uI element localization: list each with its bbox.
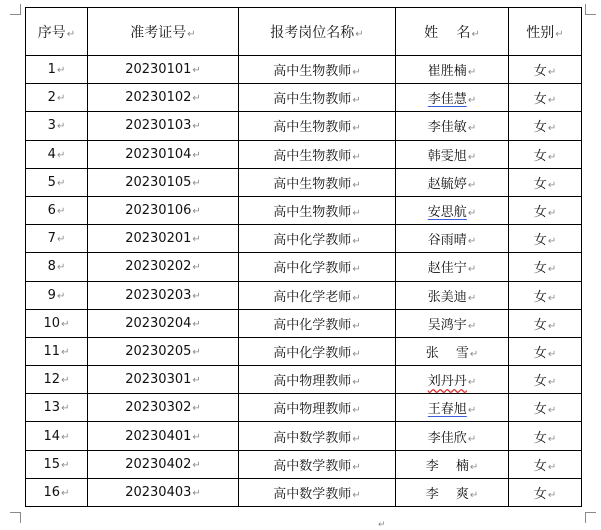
cell-text: 20230106 <box>125 203 192 219</box>
cell-end-mark: ↵ <box>192 206 201 218</box>
cell-text: 20230102 <box>125 90 192 106</box>
cell-position[interactable] <box>239 309 396 337</box>
cell-index[interactable] <box>26 56 88 84</box>
cell-text: 13 <box>43 400 61 416</box>
cell-text: 谷雨晴 <box>427 233 467 249</box>
cell-index[interactable] <box>26 366 88 394</box>
cell-index[interactable] <box>26 196 88 224</box>
cell-end-mark: ↵ <box>352 377 361 389</box>
cell-text: 女 <box>533 486 547 502</box>
cell-gender[interactable] <box>509 84 582 112</box>
cell-gender[interactable] <box>509 225 582 253</box>
cell-end-mark: ↵ <box>61 318 70 330</box>
cell-position[interactable] <box>239 196 396 224</box>
cell-text: 1 <box>47 62 56 78</box>
table-row <box>26 112 582 140</box>
cell-text: 安思航 <box>427 205 467 221</box>
cell-end-mark: ↵ <box>352 405 361 417</box>
cell-end-mark: ↵ <box>467 95 477 107</box>
cell-name[interactable] <box>396 168 509 196</box>
table-row <box>26 84 582 112</box>
cell-index[interactable] <box>26 253 88 281</box>
cell-end-mark: ↵ <box>547 67 557 79</box>
cell-text: 3 <box>47 118 56 134</box>
table-header-row <box>26 8 582 56</box>
cell-gender[interactable] <box>509 309 582 337</box>
cell-gender[interactable] <box>509 56 582 84</box>
cell-name[interactable] <box>396 450 509 478</box>
cell-gender[interactable] <box>509 196 582 224</box>
cell-end-mark: ↵ <box>352 123 361 135</box>
cell-end-mark: ↵ <box>352 461 361 473</box>
cell-end-mark: ↵ <box>192 177 201 189</box>
page-margin-corner-bottom-left <box>10 512 21 523</box>
cell-text: 高中生物教师 <box>273 120 352 136</box>
cell-text: 女 <box>533 345 547 361</box>
cell-end-mark: ↵ <box>352 95 361 107</box>
cell-text: 赵毓婷 <box>427 176 467 192</box>
cell-text: 10 <box>43 315 61 331</box>
cell-end-mark: ↵ <box>467 151 477 163</box>
cell-text: 20230205 <box>125 343 192 359</box>
cell-end-mark: ↵ <box>61 487 70 499</box>
cell-text: 20230101 <box>125 62 192 78</box>
page-margin-corner-top-right <box>585 4 596 15</box>
cell-end-mark: ↵ <box>352 151 361 163</box>
table-row <box>26 366 582 394</box>
cell-end-mark: ↵ <box>56 290 66 302</box>
cell-end-mark: ↵ <box>547 179 557 191</box>
cell-end-mark: ↵ <box>469 489 479 501</box>
header-cell-gender[interactable]: 性别↵ <box>509 8 582 56</box>
cell-text: 女 <box>533 176 547 192</box>
cell-exam-number[interactable] <box>88 337 239 365</box>
cell-end-mark: ↵ <box>192 290 201 302</box>
cell-end-mark: ↵ <box>352 320 361 332</box>
table-row <box>26 450 582 478</box>
cell-text: 女 <box>533 120 547 136</box>
cell-text: 李佳慧 <box>427 92 467 108</box>
cell-end-mark: ↵ <box>547 348 557 360</box>
cell-index[interactable] <box>26 450 88 478</box>
cell-end-mark: ↵ <box>352 208 361 220</box>
cell-name[interactable] <box>396 281 509 309</box>
cell-end-mark: ↵ <box>61 431 70 443</box>
table-row <box>26 422 582 450</box>
cell-text: 李 楠 <box>425 458 469 474</box>
cell-end-mark: ↵ <box>547 377 557 389</box>
cell-end-mark: ↵ <box>547 292 557 304</box>
cell-name[interactable] <box>396 366 509 394</box>
cell-text: 吴鸿宇 <box>427 317 467 333</box>
cell-end-mark: ↵ <box>56 65 66 77</box>
cell-exam-number[interactable] <box>88 56 239 84</box>
cell-text: 高中化学教师 <box>273 261 352 277</box>
cell-end-mark: ↵ <box>469 348 479 360</box>
candidate-table <box>25 7 582 507</box>
cell-gender[interactable] <box>509 281 582 309</box>
cell-text: 20230402 <box>125 456 192 472</box>
cell-text: 高中物理教师 <box>273 402 352 418</box>
cell-end-mark: ↵ <box>192 149 201 161</box>
table-row <box>26 253 582 281</box>
table-row <box>26 140 582 168</box>
cell-index[interactable] <box>26 225 88 253</box>
cell-position[interactable] <box>239 56 396 84</box>
table-row <box>26 168 582 196</box>
cell-text: 女 <box>533 458 547 474</box>
cell-end-mark: ↵ <box>192 487 201 499</box>
cell-position[interactable] <box>239 394 396 422</box>
cell-end-mark: ↵ <box>61 459 70 471</box>
cell-text: 20230104 <box>125 146 192 162</box>
cell-exam-number[interactable] <box>88 253 239 281</box>
cell-end-mark: ↵ <box>547 433 557 445</box>
cell-name[interactable] <box>396 225 509 253</box>
cell-text: 6 <box>47 203 56 219</box>
cell-position[interactable] <box>239 112 396 140</box>
cell-exam-number[interactable] <box>88 196 239 224</box>
cell-name[interactable] <box>396 422 509 450</box>
cell-index[interactable] <box>26 140 88 168</box>
cell-text: 女 <box>533 374 547 390</box>
cell-exam-number[interactable] <box>88 225 239 253</box>
cell-text: 12 <box>43 372 61 388</box>
cell-gender[interactable] <box>509 112 582 140</box>
cell-end-mark: ↵ <box>56 234 66 246</box>
cell-text: 高中物理教师 <box>273 374 352 390</box>
cell-end-mark: ↵ <box>467 67 477 79</box>
table-row <box>26 337 582 365</box>
cell-text: 女 <box>533 92 547 108</box>
cell-text: 20230302 <box>125 400 192 416</box>
cell-exam-number[interactable] <box>88 84 239 112</box>
cell-gender[interactable] <box>509 478 582 506</box>
cell-text: 14 <box>43 428 61 444</box>
cell-text: 7 <box>47 231 56 247</box>
cell-end-mark: ↵ <box>467 264 477 276</box>
cell-exam-number[interactable] <box>88 168 239 196</box>
cell-text: 李佳欣 <box>427 430 467 446</box>
cell-text: 4 <box>47 146 56 162</box>
cell-end-mark: ↵ <box>352 179 361 191</box>
table-row <box>26 56 582 84</box>
cell-text: 20230201 <box>125 231 192 247</box>
cell-end-mark: ↵ <box>547 236 557 248</box>
cell-gender[interactable] <box>509 450 582 478</box>
cell-end-mark: ↵ <box>547 151 557 163</box>
cell-text: 李佳敏 <box>427 120 467 136</box>
cell-end-mark: ↵ <box>61 346 70 358</box>
cell-text: 女 <box>533 261 547 277</box>
cell-gender[interactable] <box>509 422 582 450</box>
cell-end-mark: ↵ <box>56 262 66 274</box>
cell-text: 16 <box>43 484 61 500</box>
cell-exam-number[interactable] <box>88 422 239 450</box>
cell-end-mark: ↵ <box>547 208 557 220</box>
cell-position[interactable] <box>239 478 396 506</box>
cell-name[interactable] <box>396 112 509 140</box>
cell-index[interactable] <box>26 168 88 196</box>
cell-end-mark: ↵ <box>192 346 201 358</box>
cell-text: 9 <box>47 287 56 303</box>
cell-name[interactable] <box>396 478 509 506</box>
cell-name[interactable] <box>396 394 509 422</box>
cell-text: 李 爽 <box>425 486 469 502</box>
cell-end-mark: ↵ <box>469 461 479 473</box>
cell-end-mark: ↵ <box>192 459 201 471</box>
cell-end-mark: ↵ <box>467 405 477 417</box>
cell-exam-number[interactable] <box>88 366 239 394</box>
cell-end-mark: ↵ <box>192 93 201 105</box>
cell-text: 高中化学老师 <box>273 289 352 305</box>
cell-end-mark: ↵ <box>467 123 477 135</box>
cell-text: 女 <box>533 233 547 249</box>
cell-end-mark: ↵ <box>192 318 201 330</box>
cell-position[interactable] <box>239 281 396 309</box>
cell-name[interactable] <box>396 253 509 281</box>
cell-text: 崔胜楠 <box>427 64 467 80</box>
cell-text: 20230401 <box>125 428 192 444</box>
cell-gender[interactable] <box>509 394 582 422</box>
cell-text: 高中化学教师 <box>273 345 352 361</box>
cell-text: 11 <box>43 343 61 359</box>
cell-name[interactable] <box>396 56 509 84</box>
cell-exam-number[interactable] <box>88 450 239 478</box>
cell-end-mark: ↵ <box>56 206 66 218</box>
cell-exam-number[interactable] <box>88 281 239 309</box>
table-row <box>26 309 582 337</box>
cell-end-mark: ↵ <box>192 403 201 415</box>
cell-text: 刘丹丹 <box>427 374 467 390</box>
cell-end-mark: ↵ <box>192 121 201 133</box>
cell-index[interactable] <box>26 84 88 112</box>
table-row <box>26 225 582 253</box>
cell-text: 高中生物教师 <box>273 92 352 108</box>
cell-end-mark: ↵ <box>192 65 201 77</box>
cell-index[interactable] <box>26 422 88 450</box>
cell-end-mark: ↵ <box>467 377 477 389</box>
cell-end-mark: ↵ <box>352 348 361 360</box>
table-row <box>26 281 582 309</box>
cell-end-mark: ↵ <box>547 489 557 501</box>
cell-end-mark: ↵ <box>547 405 557 417</box>
cell-text: 高中数学教师 <box>273 458 352 474</box>
table-row <box>26 394 582 422</box>
cell-index[interactable] <box>26 394 88 422</box>
cell-end-mark: ↵ <box>192 431 201 443</box>
cell-end-mark: ↵ <box>467 179 477 191</box>
cell-index[interactable] <box>26 478 88 506</box>
cell-position[interactable] <box>239 225 396 253</box>
cell-end-mark: ↵ <box>547 461 557 473</box>
cell-text: 15 <box>43 456 61 472</box>
cell-end-mark: ↵ <box>467 236 477 248</box>
cell-text: 20230202 <box>125 259 192 275</box>
cell-text: 女 <box>533 289 547 305</box>
cell-end-mark: ↵ <box>56 149 66 161</box>
cell-text: 高中生物教师 <box>273 64 352 80</box>
cell-exam-number[interactable] <box>88 140 239 168</box>
cell-end-mark: ↵ <box>192 234 201 246</box>
cell-text: 高中生物教师 <box>273 176 352 192</box>
cell-text: 20230301 <box>125 372 192 388</box>
cell-position[interactable] <box>239 168 396 196</box>
cell-end-mark: ↵ <box>192 262 201 274</box>
cell-exam-number[interactable] <box>88 112 239 140</box>
cell-text: 8 <box>47 259 56 275</box>
cell-index[interactable] <box>26 337 88 365</box>
cell-text: 王春旭 <box>427 402 467 418</box>
cell-gender[interactable] <box>509 366 582 394</box>
cell-position[interactable] <box>239 450 396 478</box>
cell-text: 高中生物教师 <box>273 205 352 221</box>
cell-end-mark: ↵ <box>192 375 201 387</box>
cell-text: 高中化学教师 <box>273 317 352 333</box>
cell-end-mark: ↵ <box>56 93 66 105</box>
cell-gender[interactable] <box>509 140 582 168</box>
cell-gender[interactable] <box>509 168 582 196</box>
cell-end-mark: ↵ <box>61 403 70 415</box>
cell-text: 张 雪 <box>425 345 469 361</box>
cell-name[interactable] <box>396 196 509 224</box>
cell-end-mark: ↵ <box>467 208 477 220</box>
header-cell-exam-number[interactable]: 准考证号↵ <box>88 8 239 56</box>
cell-gender[interactable] <box>509 253 582 281</box>
cell-text: 女 <box>533 430 547 446</box>
trailing-paragraph-mark: ↵ <box>378 520 386 530</box>
cell-name[interactable] <box>396 337 509 365</box>
cell-end-mark: ↵ <box>352 489 361 501</box>
cell-text: 女 <box>533 317 547 333</box>
cell-text: 高中生物教师 <box>273 148 352 164</box>
cell-index[interactable] <box>26 112 88 140</box>
cell-end-mark: ↵ <box>352 236 361 248</box>
cell-end-mark: ↵ <box>352 67 361 79</box>
cell-end-mark: ↵ <box>61 375 70 387</box>
cell-exam-number[interactable] <box>88 394 239 422</box>
cell-text: 高中数学教师 <box>273 486 352 502</box>
cell-position[interactable] <box>239 253 396 281</box>
cell-position[interactable] <box>239 84 396 112</box>
cell-gender[interactable] <box>509 337 582 365</box>
cell-text: 赵佳宁 <box>427 261 467 277</box>
cell-position[interactable] <box>239 140 396 168</box>
cell-text: 高中化学教师 <box>273 233 352 249</box>
page-margin-corner-bottom-right <box>585 512 596 523</box>
cell-end-mark: ↵ <box>352 264 361 276</box>
cell-text: 20230403 <box>125 484 192 500</box>
cell-text: 张美迪 <box>427 289 467 305</box>
cell-name[interactable] <box>396 84 509 112</box>
cell-position[interactable] <box>239 337 396 365</box>
cell-end-mark: ↵ <box>56 121 66 133</box>
cell-text: 2 <box>47 90 56 106</box>
cell-position[interactable] <box>239 422 396 450</box>
cell-index[interactable] <box>26 281 88 309</box>
cell-end-mark: ↵ <box>547 320 557 332</box>
cell-name[interactable] <box>396 140 509 168</box>
cell-name[interactable] <box>396 309 509 337</box>
cell-text: 20230105 <box>125 174 192 190</box>
cell-text: 20230203 <box>125 287 192 303</box>
cell-text: 20230103 <box>125 118 192 134</box>
cell-end-mark: ↵ <box>547 264 557 276</box>
table-row <box>26 196 582 224</box>
cell-end-mark: ↵ <box>467 292 477 304</box>
header-cell-index[interactable]: 序号↵ <box>26 8 88 56</box>
cell-index[interactable] <box>26 309 88 337</box>
cell-end-mark: ↵ <box>352 292 361 304</box>
cell-end-mark: ↵ <box>547 95 557 107</box>
cell-text: 20230204 <box>125 315 192 331</box>
cell-end-mark: ↵ <box>56 177 66 189</box>
cell-end-mark: ↵ <box>352 433 361 445</box>
cell-text: 5 <box>47 174 56 190</box>
cell-text: 女 <box>533 402 547 418</box>
cell-position[interactable] <box>239 366 396 394</box>
cell-text: 高中数学教师 <box>273 430 352 446</box>
cell-end-mark: ↵ <box>467 433 477 445</box>
cell-exam-number[interactable] <box>88 309 239 337</box>
cell-exam-number[interactable] <box>88 478 239 506</box>
cell-text: 韩雯旭 <box>427 148 467 164</box>
table-row <box>26 478 582 506</box>
page-margin-corner-top-left <box>10 4 21 15</box>
cell-end-mark: ↵ <box>547 123 557 135</box>
cell-end-mark: ↵ <box>467 320 477 332</box>
header-cell-position[interactable]: 报考岗位名称↵ <box>239 8 396 56</box>
header-cell-name[interactable]: 姓 名↵ <box>396 8 509 56</box>
cell-text: 女 <box>533 148 547 164</box>
cell-text: 女 <box>533 64 547 80</box>
cell-text: 女 <box>533 205 547 221</box>
